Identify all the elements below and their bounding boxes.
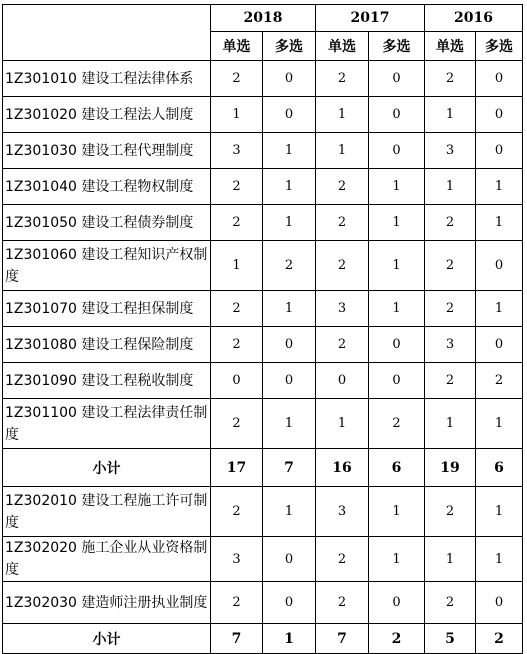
subtotal-value: 2 <box>476 624 523 654</box>
single-choice-count: 1 <box>425 537 476 582</box>
subtotal-value: 7 <box>211 624 263 654</box>
multi-choice-count: 0 <box>263 363 316 399</box>
multi-choice-count: 0 <box>369 97 425 133</box>
exam-stats-table <box>2 4 523 654</box>
topic-name: 1Z301030 建设工程代理制度 <box>3 133 211 169</box>
multi-choice-count: 2 <box>476 363 523 399</box>
single-choice-count: 3 <box>211 537 263 582</box>
single-choice-count: 2 <box>211 399 263 449</box>
single-choice-count: 2 <box>425 61 476 97</box>
topic-name: 1Z301050 建设工程债券制度 <box>3 205 211 241</box>
multi-choice-count: 0 <box>369 582 425 624</box>
single-choice-count: 2 <box>425 363 476 399</box>
multi-choice-count: 1 <box>263 399 316 449</box>
single-choice-count: 2 <box>316 537 369 582</box>
multi-choice-header: 多选 <box>263 32 316 61</box>
multi-choice-count: 1 <box>263 487 316 537</box>
subtotal-label: 小计 <box>3 449 211 487</box>
single-choice-count: 2 <box>211 169 263 205</box>
multi-choice-count: 0 <box>476 133 523 169</box>
single-choice-count: 2 <box>211 327 263 363</box>
header-corner <box>3 5 211 61</box>
topic-name: 1Z301020 建设工程法人制度 <box>3 97 211 133</box>
single-choice-count: 2 <box>211 487 263 537</box>
multi-choice-count: 1 <box>369 487 425 537</box>
topic-name: 1Z301010 建设工程法律体系 <box>3 61 211 97</box>
topic-name: 1Z302030 建造师注册执业制度 <box>3 582 211 624</box>
subtotal-label: 小计 <box>3 624 211 654</box>
table-row <box>3 399 523 449</box>
single-choice-count: 1 <box>316 133 369 169</box>
table-row <box>3 363 523 399</box>
subtotal-row <box>3 449 523 487</box>
table-row <box>3 291 523 327</box>
year-header: 2016 <box>425 5 523 32</box>
year-header: 2018 <box>211 5 316 32</box>
table-row <box>3 537 523 582</box>
subtotal-value: 19 <box>425 449 476 487</box>
multi-choice-count: 2 <box>263 241 316 291</box>
multi-choice-count: 0 <box>369 61 425 97</box>
subtotal-value: 17 <box>211 449 263 487</box>
single-choice-count: 2 <box>211 61 263 97</box>
single-choice-count: 2 <box>425 487 476 537</box>
multi-choice-count: 0 <box>263 61 316 97</box>
table-row <box>3 97 523 133</box>
topic-name: 1Z301060 建设工程知识产权制度 <box>3 241 211 291</box>
single-choice-count: 2 <box>316 241 369 291</box>
subtotal-value: 6 <box>369 449 425 487</box>
single-choice-count: 1 <box>211 241 263 291</box>
multi-choice-count: 1 <box>263 133 316 169</box>
topic-name: 1Z301070 建设工程担保制度 <box>3 291 211 327</box>
multi-choice-count: 0 <box>476 582 523 624</box>
single-choice-count: 2 <box>316 169 369 205</box>
table-row <box>3 205 523 241</box>
multi-choice-count: 1 <box>476 487 523 537</box>
single-choice-count: 0 <box>211 363 263 399</box>
multi-choice-count: 1 <box>476 537 523 582</box>
single-choice-header: 单选 <box>316 32 369 61</box>
single-choice-count: 0 <box>316 363 369 399</box>
single-choice-count: 1 <box>316 97 369 133</box>
topic-name: 1Z302010 建设工程施工许可制度 <box>3 487 211 537</box>
multi-choice-header: 多选 <box>369 32 425 61</box>
multi-choice-count: 0 <box>369 327 425 363</box>
table-row <box>3 169 523 205</box>
subtotal-value: 16 <box>316 449 369 487</box>
table-row <box>3 327 523 363</box>
single-choice-count: 2 <box>425 205 476 241</box>
topic-name: 1Z301080 建设工程保险制度 <box>3 327 211 363</box>
single-choice-count: 2 <box>425 582 476 624</box>
multi-choice-count: 1 <box>369 291 425 327</box>
table-row <box>3 133 523 169</box>
multi-choice-count: 1 <box>476 205 523 241</box>
single-choice-count: 1 <box>425 97 476 133</box>
multi-choice-count: 0 <box>369 133 425 169</box>
single-choice-count: 2 <box>316 61 369 97</box>
single-choice-header: 单选 <box>211 32 263 61</box>
single-choice-count: 1 <box>316 399 369 449</box>
single-choice-count: 3 <box>316 487 369 537</box>
multi-choice-count: 0 <box>263 327 316 363</box>
single-choice-count: 3 <box>316 291 369 327</box>
single-choice-count: 3 <box>211 133 263 169</box>
single-choice-count: 2 <box>316 582 369 624</box>
table-row <box>3 487 523 537</box>
subtotal-value: 5 <box>425 624 476 654</box>
topic-name: 1Z301100 建设工程法律责任制度 <box>3 399 211 449</box>
single-choice-count: 1 <box>211 97 263 133</box>
multi-choice-count: 2 <box>369 399 425 449</box>
table-row <box>3 61 523 97</box>
topic-name: 1Z302020 施工企业从业资格制度 <box>3 537 211 582</box>
multi-choice-count: 1 <box>476 399 523 449</box>
subtotal-value: 7 <box>316 624 369 654</box>
multi-choice-count: 0 <box>263 97 316 133</box>
subtotal-value: 1 <box>263 624 316 654</box>
multi-choice-count: 1 <box>476 291 523 327</box>
single-choice-count: 2 <box>425 291 476 327</box>
multi-choice-count: 0 <box>263 582 316 624</box>
multi-choice-count: 1 <box>369 537 425 582</box>
subtotal-row <box>3 624 523 654</box>
year-header: 2017 <box>316 5 425 32</box>
multi-choice-count: 1 <box>263 169 316 205</box>
single-choice-count: 2 <box>316 205 369 241</box>
topic-name: 1Z301090 建设工程税收制度 <box>3 363 211 399</box>
subtotal-value: 6 <box>476 449 523 487</box>
multi-choice-count: 0 <box>369 363 425 399</box>
subtotal-value: 2 <box>369 624 425 654</box>
multi-choice-count: 1 <box>476 169 523 205</box>
single-choice-count: 2 <box>211 582 263 624</box>
table-body <box>3 61 523 654</box>
table-row <box>3 582 523 624</box>
subtotal-value: 7 <box>263 449 316 487</box>
single-choice-count: 3 <box>425 133 476 169</box>
multi-choice-count: 0 <box>476 327 523 363</box>
single-choice-count: 2 <box>425 241 476 291</box>
single-choice-count: 2 <box>211 291 263 327</box>
multi-choice-count: 1 <box>369 241 425 291</box>
single-choice-count: 2 <box>316 327 369 363</box>
multi-choice-count: 1 <box>369 169 425 205</box>
multi-choice-count: 1 <box>369 205 425 241</box>
single-choice-count: 3 <box>425 327 476 363</box>
multi-choice-count: 0 <box>263 537 316 582</box>
topic-name: 1Z301040 建设工程物权制度 <box>3 169 211 205</box>
single-choice-header: 单选 <box>425 32 476 61</box>
table-row <box>3 241 523 291</box>
single-choice-count: 1 <box>425 399 476 449</box>
multi-choice-count: 0 <box>476 61 523 97</box>
single-choice-count: 2 <box>211 205 263 241</box>
single-choice-count: 1 <box>425 169 476 205</box>
multi-choice-header: 多选 <box>476 32 523 61</box>
multi-choice-count: 0 <box>476 241 523 291</box>
multi-choice-count: 0 <box>476 97 523 133</box>
multi-choice-count: 1 <box>263 291 316 327</box>
multi-choice-count: 1 <box>263 205 316 241</box>
